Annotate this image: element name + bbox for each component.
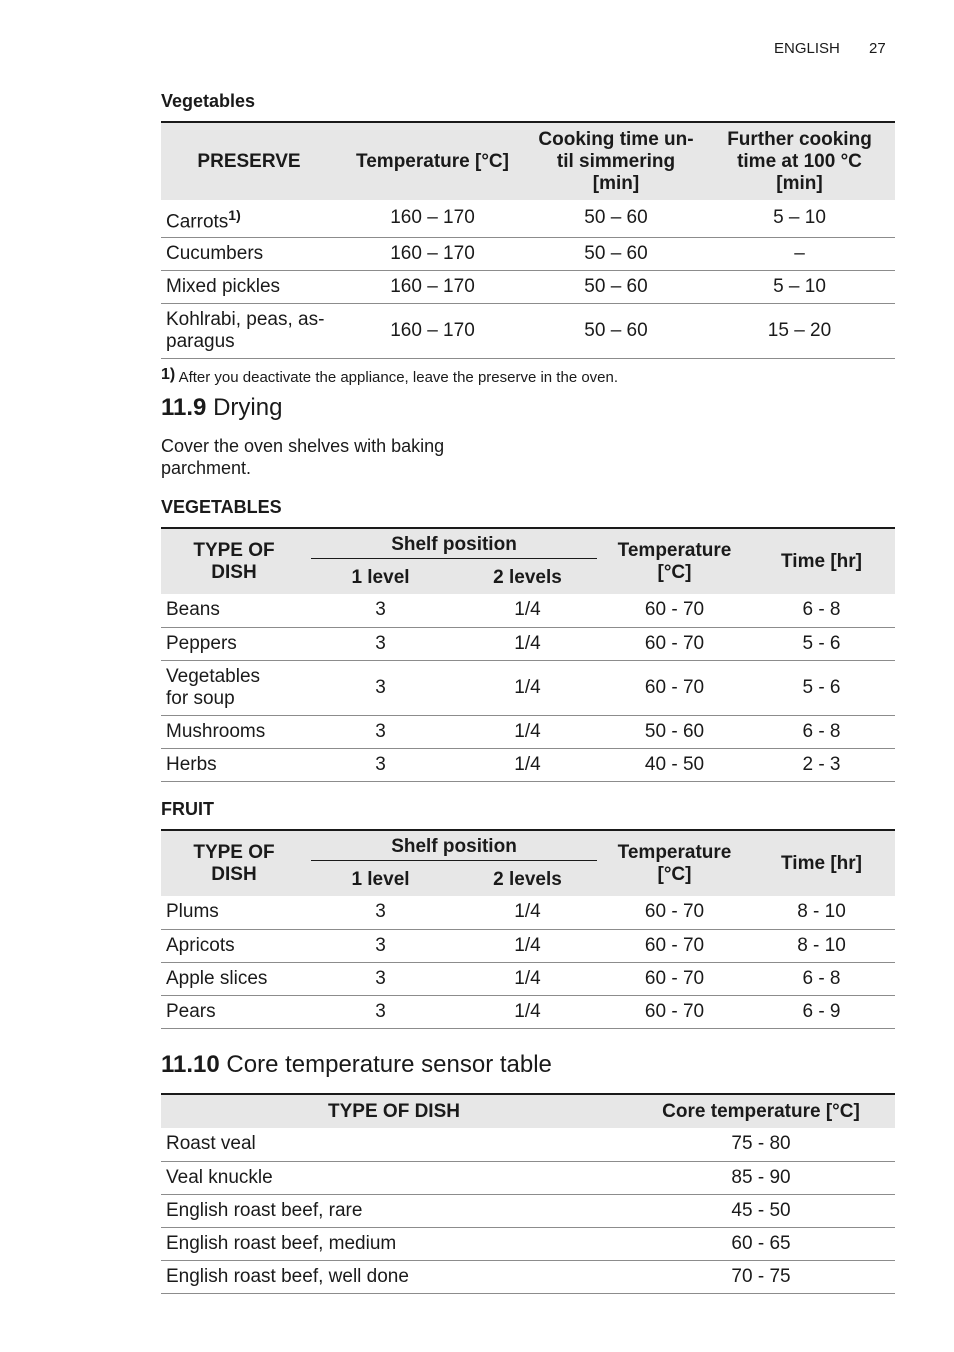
two-levels: 1/4: [454, 962, 601, 995]
one-level: 3: [307, 660, 454, 715]
table-row: [161, 748, 895, 781]
preserve-temp: 160 – 170: [337, 270, 528, 303]
dish-name: English roast beef, well done: [161, 1260, 627, 1293]
dish-name: Apple slices: [161, 962, 307, 995]
one-level: 3: [307, 748, 454, 781]
time: 2 - 3: [748, 748, 895, 781]
table-row: [161, 660, 895, 715]
preserve-further: 15 – 20: [704, 303, 895, 358]
time: 6 - 9: [748, 995, 895, 1028]
temperature: 60 - 70: [601, 929, 748, 962]
table-row: [161, 1161, 895, 1194]
section-heading-drying: [161, 394, 282, 422]
core-temperature-table: [161, 1093, 895, 1294]
table-row: [161, 1260, 895, 1293]
preserve-temp: 160 – 170: [337, 200, 528, 237]
col-time: Time [hr]: [748, 528, 895, 594]
two-levels: 1/4: [454, 715, 601, 748]
time: 5 - 6: [748, 660, 895, 715]
time: 6 - 8: [748, 715, 895, 748]
vegetables-drying-label: VEGETABLES: [161, 497, 282, 517]
vegetables-preserve-label: Vegetables: [161, 91, 256, 111]
dish-name: Beans: [161, 594, 307, 627]
col-shelf-position: Shelf position: [307, 528, 601, 562]
col-type: TYPE OF DISH: [161, 528, 307, 594]
col-shelf-position: Shelf position: [307, 830, 601, 864]
preserve-table: [161, 121, 895, 359]
dish-name: Peppers: [161, 627, 307, 660]
preserve-further: –: [704, 237, 895, 270]
col-temperature: Temperature [°C]: [337, 122, 528, 200]
table-row: [161, 594, 895, 627]
dish-name: English roast beef, rare: [161, 1194, 627, 1227]
table-row: [161, 237, 895, 270]
section-title: Core temperature sensor table: [226, 1051, 552, 1078]
dish-name: Plums: [161, 896, 307, 929]
preserve-simmer: 50 – 60: [528, 200, 704, 237]
temperature: 40 - 50: [601, 748, 748, 781]
preserve-name: Mixed pickles: [161, 270, 337, 303]
temperature: 60 - 70: [601, 594, 748, 627]
time: 6 - 8: [748, 962, 895, 995]
col-further-time: Further cooking time at 100 °C [min]: [704, 122, 895, 200]
preserve-name: Carrots$^{1)}$: [161, 200, 337, 237]
two-levels: 1/4: [454, 660, 601, 715]
footnote-text: After you deactivate the appliance, leave the preserve in the oven.: [178, 369, 619, 386]
col-one-level: 1 level: [307, 562, 454, 594]
footnote-mark: 1): [161, 366, 176, 383]
footnote-ref: 1): [228, 206, 241, 223]
one-level: 3: [307, 995, 454, 1028]
section-title: Drying: [213, 394, 283, 421]
preserve-further: 5 – 10: [704, 270, 895, 303]
preserve-temp: 160 – 170: [337, 303, 528, 358]
section-number: 11.10: [161, 1051, 220, 1078]
preserve-simmer: 50 – 60: [528, 270, 704, 303]
temperature: 50 - 60: [601, 715, 748, 748]
col-temperature: Temperature [°C]: [601, 528, 748, 594]
one-level: 3: [307, 627, 454, 660]
col-temperature: Temperature [°C]: [601, 830, 748, 896]
drying-fruit-table: [161, 829, 895, 1029]
two-levels: 1/4: [454, 929, 601, 962]
dish-name: Mushrooms: [161, 715, 307, 748]
two-levels: 1/4: [454, 748, 601, 781]
time: 5 - 6: [748, 627, 895, 660]
two-levels: 1/4: [454, 896, 601, 929]
two-levels: 1/4: [454, 594, 601, 627]
fruit-label: FRUIT: [161, 799, 214, 819]
section-number: 11.9: [161, 394, 207, 421]
page-number: 27: [869, 40, 886, 57]
core-temperature: 60 - 65: [627, 1227, 895, 1260]
col-two-levels: 2 levels: [454, 562, 601, 594]
time: 8 - 10: [748, 929, 895, 962]
preserve-name: Kohlrabi, peas, as- paragus: [161, 303, 337, 358]
two-levels: 1/4: [454, 995, 601, 1028]
dish-name: Pears: [161, 995, 307, 1028]
col-core-temperature: Core temperature [°C]: [627, 1094, 895, 1128]
dish-name: Roast veal: [161, 1128, 627, 1161]
dish-name: English roast beef, medium: [161, 1227, 627, 1260]
col-one-level: 1 level: [307, 864, 454, 896]
table-row: [161, 1194, 895, 1227]
section-heading-core-temperature: [161, 1051, 552, 1079]
dish-name: Herbs: [161, 748, 307, 781]
col-type: TYPE OF DISH: [161, 830, 307, 896]
table-row: [161, 627, 895, 660]
temperature: 60 - 70: [601, 660, 748, 715]
core-temperature: 85 - 90: [627, 1161, 895, 1194]
one-level: 3: [307, 715, 454, 748]
dish-name: Veal knuckle: [161, 1161, 627, 1194]
two-levels: 1/4: [454, 627, 601, 660]
table-row: [161, 303, 895, 358]
preserve-name: Cucumbers: [161, 237, 337, 270]
preserve-simmer: 50 – 60: [528, 303, 704, 358]
table-row: [161, 200, 895, 237]
col-cooking-time: Cooking time un- til simmering [min]: [528, 122, 704, 200]
one-level: 3: [307, 896, 454, 929]
dish-name: Apricots: [161, 929, 307, 962]
table-row: [161, 1128, 895, 1161]
col-time: Time [hr]: [748, 830, 895, 896]
core-temperature: 45 - 50: [627, 1194, 895, 1227]
time: 8 - 10: [748, 896, 895, 929]
language-label: ENGLISH: [774, 40, 840, 57]
table-row: [161, 995, 895, 1028]
core-temperature: 75 - 80: [627, 1128, 895, 1161]
table-row: [161, 929, 895, 962]
col-preserve: PRESERVE: [161, 122, 337, 200]
table-row: [161, 270, 895, 303]
col-type-of-dish: TYPE OF DISH: [161, 1094, 627, 1128]
temperature: 60 - 70: [601, 896, 748, 929]
preserve-simmer: 50 – 60: [528, 237, 704, 270]
one-level: 3: [307, 962, 454, 995]
dish-name: Vegetables for soup: [161, 660, 307, 715]
temperature: 60 - 70: [601, 627, 748, 660]
drying-vegetables-table: [161, 527, 895, 782]
time: 6 - 8: [748, 594, 895, 627]
preserve-temp: 160 – 170: [337, 237, 528, 270]
table-row: [161, 1227, 895, 1260]
table-row: [161, 715, 895, 748]
preserve-further: 5 – 10: [704, 200, 895, 237]
one-level: 3: [307, 594, 454, 627]
drying-instruction: Cover the oven shelves with baking parchment.: [161, 436, 445, 478]
temperature: 60 - 70: [601, 995, 748, 1028]
core-temperature: 70 - 75: [627, 1260, 895, 1293]
temperature: 60 - 70: [601, 962, 748, 995]
table-row: [161, 962, 895, 995]
table-row: [161, 896, 895, 929]
footnote: [161, 366, 618, 386]
one-level: 3: [307, 929, 454, 962]
col-two-levels: 2 levels: [454, 864, 601, 896]
